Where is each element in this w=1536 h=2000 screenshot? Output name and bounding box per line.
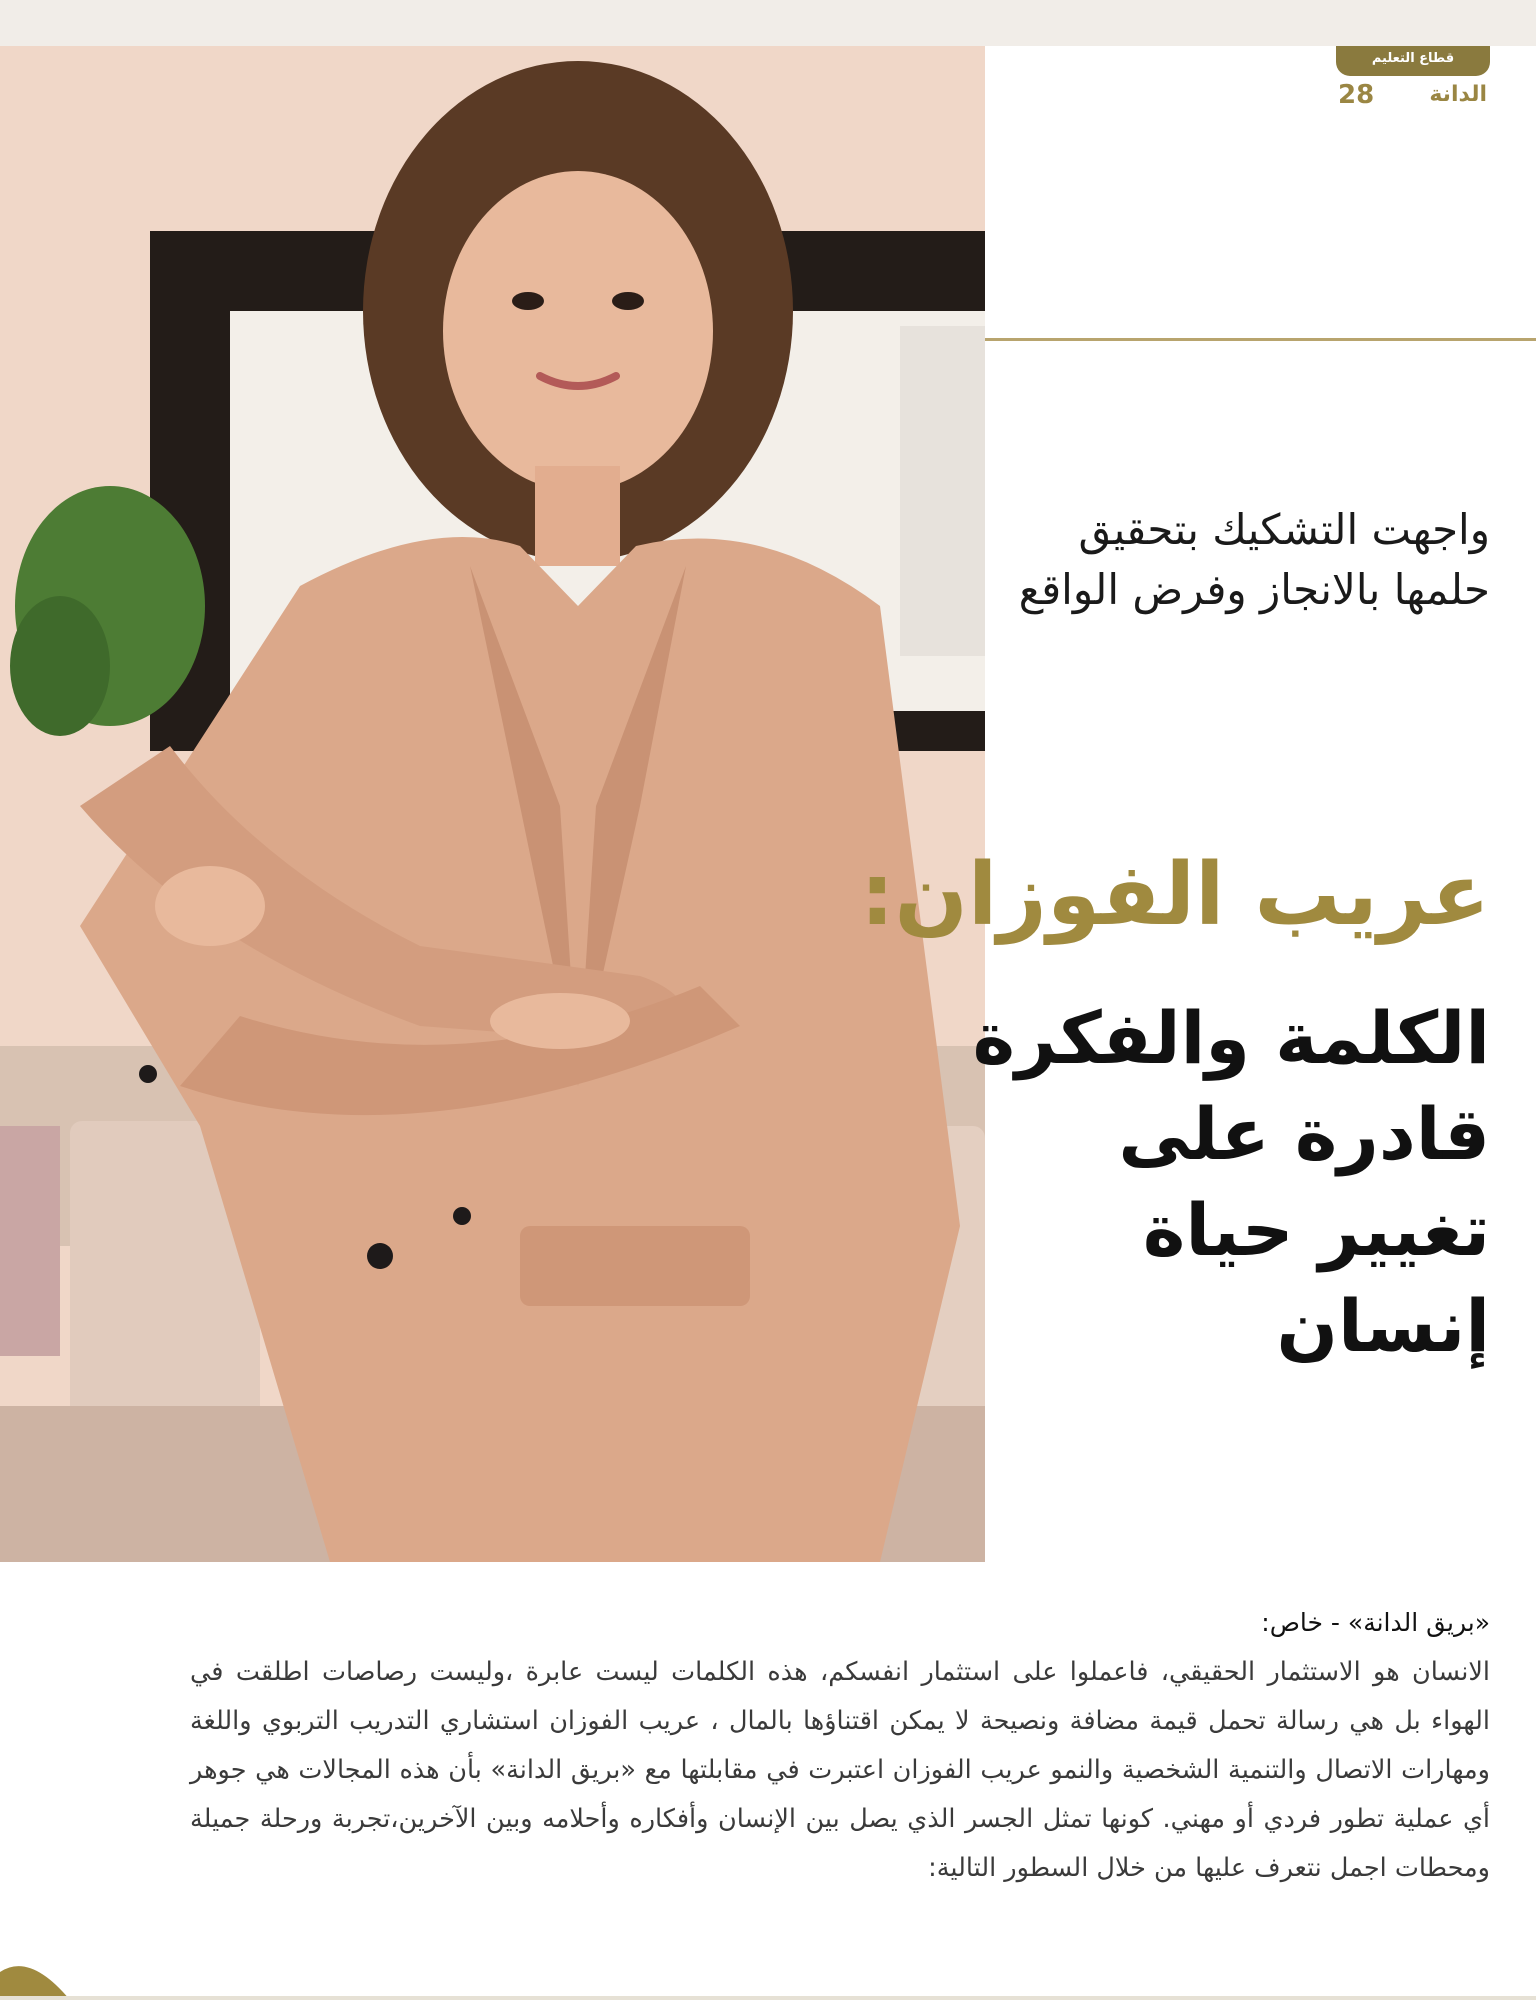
- corner-ornament: [0, 1952, 80, 2000]
- byline: «بريق الدانة» - خاص:: [1261, 1608, 1490, 1637]
- bottom-border: [0, 1996, 1536, 2000]
- interviewee-name: عريب الفوزان:: [860, 845, 1490, 945]
- section-tab: [1336, 46, 1490, 76]
- headline: الكلمة والفكرة قادرة على تغيير حياة إنسان: [972, 996, 1490, 1368]
- article-body: الانسان هو الاستثمار الحقيقي، فاعملوا على استثمار انفسكم، هذه الكلمات ليست عابرة ،وليست رصاصات اطلقت في الهواء بل هي رسالة تحمل قيمة مضافة ونصيحة لا يمكن اقتناؤها بالمال ، عريب الفوزان استشاري التدريب التربوي واللغة ومهارات الاتصال والتنمية الشخصية والنمو عريب الفوزان اعتبرت في مقابلتها مع «بريق الدانة» بأن هذه المجالات هي جوهر أي عملية تطور فردي أو مهني. كونها تمثل الجسر الذي يصل بين الإنسان وأفكاره وأحلامه وبين الآخرين،تجربة ورحلة جميلة ومحطات اجمل نتعرف عليها من خلال السطور التالية:: [190, 1657, 1490, 1883]
- gold-divider: [985, 338, 1536, 341]
- portrait-photo: [0, 46, 985, 1562]
- top-margin-band: [0, 0, 1536, 46]
- section-label: قطاع التعليم: [1371, 51, 1455, 66]
- magazine-logo: [1330, 46, 1495, 112]
- magazine-name: الدانة: [1429, 82, 1487, 107]
- teaser-text: واجهت التشكيك بتحقيق حلمها بالانجاز وفرض الواقع: [1018, 505, 1490, 614]
- page-number: 28: [1338, 80, 1375, 110]
